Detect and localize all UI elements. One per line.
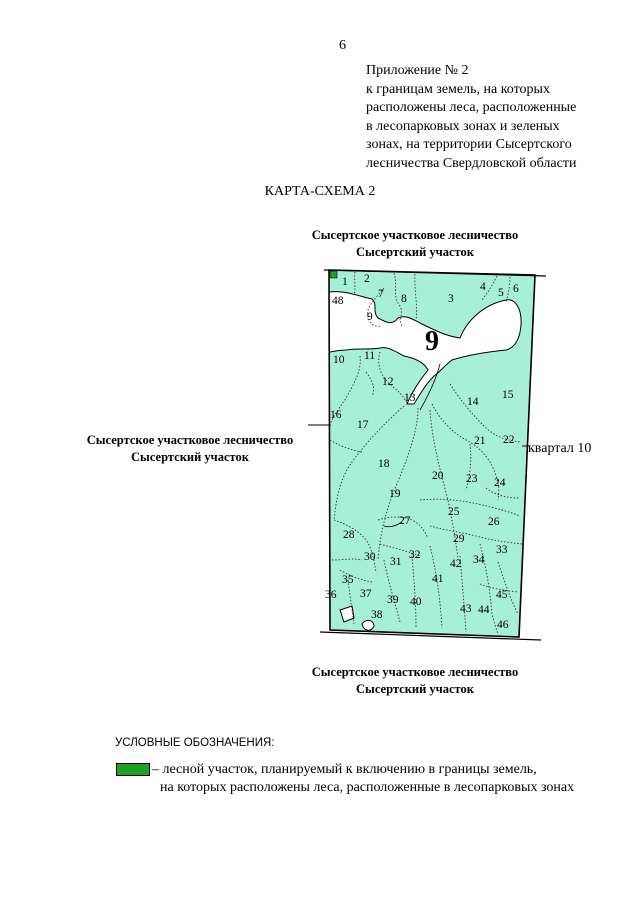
plot-number: 4 [480,281,486,293]
label-top-line1: Сысертское участковое лесничество [311,228,519,242]
appendix-header [366,62,616,173]
plot-number: 48 [332,295,344,307]
plot-number: 42 [450,558,462,570]
plot-number: 26 [488,516,500,528]
page-number: 6 [339,38,346,53]
label-top-forestry [300,227,530,261]
label-bottom-forestry [295,664,535,698]
legend-line2: на которых расположены леса, расположенные в лесопарковых зонах [160,780,575,795]
plot-number: 8 [401,293,407,305]
plot-number: 35 [342,574,354,586]
plot-number: 21 [474,435,486,447]
plot-number: 27 [399,515,411,527]
plot-number: 9 [367,311,373,323]
plot-number: 28 [343,529,355,541]
plot-number: 36 [325,589,337,601]
plot-number: 15 [502,389,514,401]
label-left-forestry [70,432,310,466]
plot-number: 7 [378,288,384,300]
plot-number: 38 [371,609,383,621]
plot-number: 32 [409,549,421,561]
plot-number: 31 [390,556,402,568]
plot-number: 34 [473,554,485,566]
label-left-line1: Сысертское участковое лесничество [86,433,294,447]
appendix-line: к границам земель, на которых [366,81,550,97]
legend-line1: – лесной участок, планируемый к включению в границы земель, [152,762,537,777]
plot-number: 20 [432,470,444,482]
appendix-line: расположены леса, расположенные [366,100,577,115]
plot-number: 3 [448,293,454,305]
plot-number: 40 [410,596,422,608]
legend-forest-swatch [116,763,150,776]
plot-number: 46 [497,619,509,631]
appendix-line: в лесопарковых зонах и зеленых [366,118,560,134]
label-top-line2: Сысертский участок [356,245,474,259]
plot-number: 6 [513,283,519,295]
plot-number: 24 [494,477,506,489]
plot-number: 30 [364,551,376,563]
plot-number: 5 [498,287,504,299]
plot-number: 12 [382,376,394,388]
legend-title: УСЛОВНЫЕ ОБОЗНАЧЕНИЯ: [115,737,275,749]
quarter-number: 9 [425,326,439,357]
appendix-line: лесничества Свердловской области [366,155,577,171]
plot-number: 39 [387,594,399,606]
forest-map [300,262,550,647]
plot-number: 45 [496,589,508,601]
appendix-line: Приложение № 2 [366,63,469,78]
plot-number: 22 [503,434,515,446]
plot-number: 23 [466,473,478,485]
plot-number: 43 [460,603,472,615]
plot-number: 37 [360,588,372,600]
plot-number: 29 [453,533,465,545]
label-bottom-line2: Сысертский участок [356,682,474,696]
plot-number: 14 [467,396,479,408]
forest-plot-marker [330,271,337,278]
plot-number: 1 [342,276,348,288]
plot-number: 13 [404,392,416,404]
plot-number: 11 [364,350,376,362]
plot-number: 18 [378,458,390,470]
plot-number: 10 [333,354,345,366]
plot-number: 16 [330,409,342,421]
label-right-kvartal: квартал 10 [528,441,592,456]
plot-number: 25 [448,506,460,518]
label-bottom-line1: Сысертское участковое лесничество [311,665,519,679]
plot-number: 19 [389,488,401,500]
map-title: КАРТА-СХЕМА 2 [264,184,376,199]
plot-number: 44 [478,604,490,616]
plot-number: 2 [364,273,370,285]
plot-number: 17 [357,419,369,431]
plot-number: 41 [432,573,444,585]
appendix-line: зонах, на территории Сысертского [366,137,572,152]
plot-number: 33 [496,544,508,556]
label-left-line2: Сысертский участок [131,450,249,464]
legend-description [152,761,574,797]
